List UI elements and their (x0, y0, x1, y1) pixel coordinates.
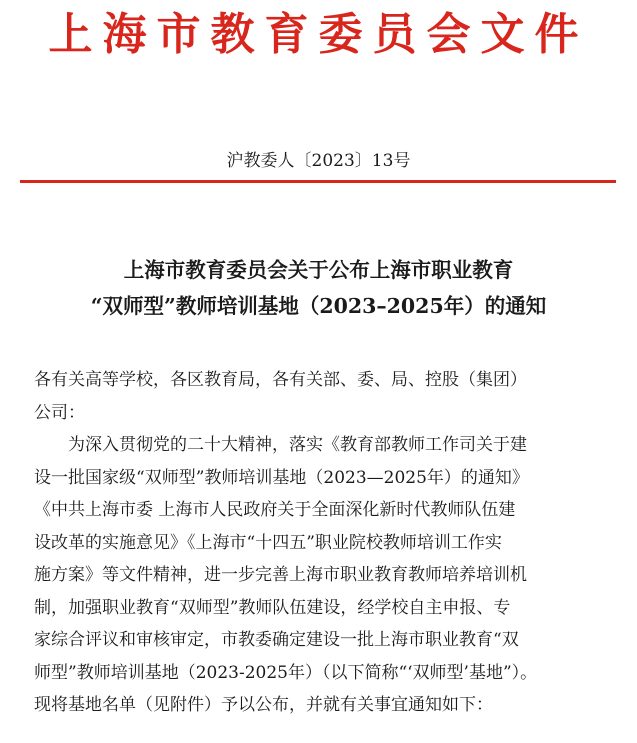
notice-title-line-1: 上海市教育委员会关于公布上海市职业教育 (123, 258, 514, 282)
paragraph-line: 现将基地名单（见附件）予以公布，并就有关事宜通知如下： (34, 695, 493, 715)
notice-title (0, 252, 637, 324)
addressee-line-2: 公司： (34, 402, 85, 423)
red-divider-line (20, 180, 616, 183)
paragraph-line: 设一批国家级“双师型”教师培训基地（2023—2025年）的通知》 (34, 467, 529, 488)
addressee-line-1: 各有关高等学校，各区教育局，各有关部、委、局、控股（集团） (34, 370, 527, 390)
paragraph-line: 制，加强职业教育“双师型”教师队伍建设，经学校自主申报、专 (34, 597, 511, 618)
body-paragraph-1 (34, 429, 610, 722)
document-number: 沪教委人〔2023〕13号 (226, 151, 411, 171)
paragraph-line: 师型”教师培训基地（2023-2025年）（以下简称“‘双师型’基地”）。 (34, 662, 538, 683)
document-body (34, 364, 610, 722)
paragraph-line: 设改革的实施意见》《上海市“十四五”职业院校教师培训工作实 (34, 532, 502, 553)
paragraph-line: 家综合评议和审核审定，市教委确定建设一批上海市职业教育“双 (34, 630, 519, 650)
paragraph-line: 施方案》等文件精神，进一步完善上海市职业教育教师培养培训机 (34, 565, 527, 585)
notice-title-line-2: “双师型”教师培训基地（2023–2025年）的通知 (90, 294, 547, 318)
addressee (34, 364, 610, 429)
paragraph-line: 为深入贯彻党的二十大精神，落实《教育部教师工作司关于建 (68, 435, 527, 455)
paragraph-line: 《中共上海市委 上海市人民政府关于全面深化新时代教师队伍建 (34, 500, 516, 520)
document-header-title: 上海市教育委员会文件 (48, 9, 589, 60)
